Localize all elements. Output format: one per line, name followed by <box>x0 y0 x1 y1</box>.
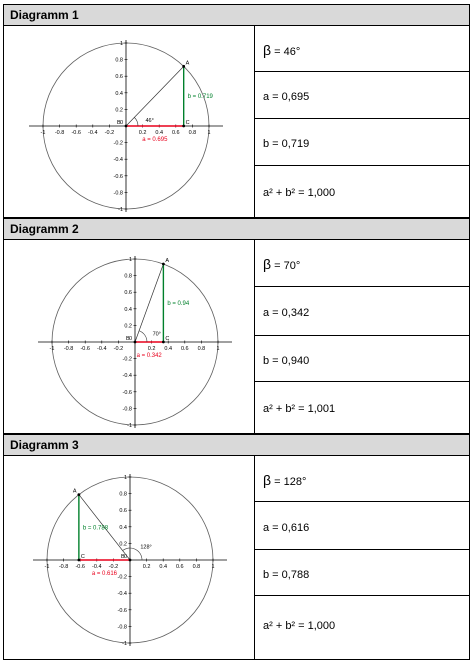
x-tick-label: 0.2 <box>138 130 147 136</box>
y-tick-label: 0.2 <box>124 323 132 330</box>
beta-value: = 46° <box>274 46 301 58</box>
point-B <box>129 559 132 562</box>
unit-circle-chart <box>4 240 254 434</box>
beta-row <box>255 240 469 287</box>
y-tick-label: -0.6 <box>117 607 127 614</box>
y-tick-label: 0.8 <box>119 491 127 498</box>
beta-symbol: β <box>263 256 272 272</box>
y-tick-label: -0.2 <box>113 140 123 147</box>
angle-arc <box>139 331 147 342</box>
point-C <box>162 341 165 344</box>
y-tick-label: 0.4 <box>124 306 132 313</box>
beta-value: = 70° <box>274 260 301 272</box>
unit-circle-plot-2 <box>4 240 255 433</box>
y-tick-label: 0.2 <box>115 107 123 114</box>
angle-label: 70° <box>152 331 161 338</box>
a-value: a = 0,616 <box>263 522 310 534</box>
beta-symbol: β <box>263 42 272 58</box>
y-tick-label: -0.8 <box>113 190 123 197</box>
point-label-B: B <box>121 554 125 560</box>
sum-value: a² + b² = 1,000 <box>263 620 336 632</box>
b-label: b = 0.719 <box>187 94 213 101</box>
angle-label: 46° <box>145 118 154 125</box>
a-label: a = 0.695 <box>142 137 168 143</box>
y-tick-label: 0.6 <box>124 290 132 297</box>
x-tick-label: -0.2 <box>104 130 115 136</box>
angle-label: 128° <box>140 544 152 551</box>
y-tick-label: 0.6 <box>119 508 127 515</box>
section-title: Diagramm 1 <box>10 8 79 22</box>
a-value: a = 0,342 <box>263 307 310 319</box>
a-label: a = 0.616 <box>91 571 118 577</box>
point-B <box>125 125 128 128</box>
x-tick-label: -1 <box>49 346 55 352</box>
sum-row <box>255 382 469 434</box>
x-tick-label: 0.4 <box>155 130 164 136</box>
x-tick-label: -1 <box>44 564 50 570</box>
unit-circle-chart <box>4 456 254 660</box>
point-A <box>77 493 80 496</box>
point-C <box>182 125 185 128</box>
origin-label: 0 <box>119 120 123 126</box>
sum-row <box>255 596 469 660</box>
b-label: b = 0.94 <box>167 300 190 307</box>
y-tick-label: -1 <box>127 423 132 429</box>
x-tick-label: -0.6 <box>71 130 81 136</box>
a-value: a = 0,695 <box>263 91 310 103</box>
b-value: b = 0,940 <box>263 355 310 367</box>
x-tick-label: -0.6 <box>80 346 90 352</box>
section-header-3 <box>3 434 470 456</box>
y-tick-label: -1 <box>118 207 123 213</box>
point-A <box>162 263 165 266</box>
point-label-A: A <box>72 488 77 495</box>
a-row <box>255 287 469 336</box>
section-title: Diagramm 3 <box>10 438 79 452</box>
y-tick-label: 0.6 <box>115 74 123 81</box>
origin-label: 0 <box>128 336 132 342</box>
y-tick-label: 0.4 <box>119 524 127 531</box>
x-tick-label: 0.6 <box>171 130 180 136</box>
x-tick-label: -0.4 <box>92 564 102 570</box>
y-tick-label: 0.8 <box>124 273 132 280</box>
y-tick-label: -0.4 <box>122 373 132 380</box>
y-tick-label: 1 <box>128 257 132 263</box>
x-tick-label: 1 <box>207 130 211 136</box>
sum-row <box>255 166 469 218</box>
section-header-1 <box>3 4 470 26</box>
point-C <box>77 559 80 562</box>
a-row <box>255 502 469 550</box>
section-title: Diagramm 2 <box>10 222 79 236</box>
x-tick-label: -1 <box>40 130 46 136</box>
hypotenuse-line <box>126 66 184 126</box>
x-tick-label: 0.6 <box>175 564 184 570</box>
values-column-1 <box>255 26 469 217</box>
section-body-2 <box>3 240 470 434</box>
angle-arc <box>134 117 138 126</box>
x-tick-label: -0.8 <box>58 564 69 570</box>
x-tick-label: 1 <box>211 564 215 570</box>
b-value: b = 0,788 <box>263 569 310 581</box>
x-tick-label: 0.8 <box>192 564 201 570</box>
b-row <box>255 119 469 166</box>
y-tick-label: -0.4 <box>117 591 127 598</box>
y-tick-label: 0.8 <box>115 57 123 64</box>
sum-value: a² + b² = 1,000 <box>263 187 336 199</box>
a-row <box>255 72 469 119</box>
y-tick-label: 0.4 <box>115 90 123 97</box>
y-tick-label: -0.8 <box>117 624 127 631</box>
y-tick-label: -0.6 <box>113 173 123 180</box>
point-label-C: C <box>185 120 190 126</box>
worksheet <box>3 4 470 660</box>
b-label: b = 0.788 <box>82 525 109 532</box>
values-column-2 <box>255 240 469 433</box>
x-tick-label: -0.4 <box>97 346 107 352</box>
section-body-3 <box>3 456 470 660</box>
beta-symbol: β <box>263 472 272 488</box>
x-tick-label: -0.2 <box>113 346 124 352</box>
point-label-B: B <box>117 120 121 126</box>
x-tick-label: 0.4 <box>164 346 173 352</box>
x-tick-label: -0.8 <box>63 346 74 352</box>
point-A <box>182 65 185 68</box>
x-tick-label: 0.6 <box>180 346 189 352</box>
point-label-A: A <box>165 257 170 264</box>
x-tick-label: 1 <box>216 346 220 352</box>
a-label: a = 0.342 <box>136 353 162 359</box>
b-row <box>255 336 469 382</box>
section-header-2 <box>3 218 470 240</box>
x-tick-label: 0.2 <box>142 564 151 570</box>
x-tick-label: -0.6 <box>75 564 85 570</box>
unit-circle-plot-3 <box>4 456 255 659</box>
point-label-C: C <box>165 336 170 342</box>
section-body-1 <box>3 26 470 218</box>
y-tick-label: 0.2 <box>119 541 127 548</box>
y-tick-label: -0.2 <box>122 356 132 363</box>
x-tick-label: -0.2 <box>108 564 119 570</box>
sum-value: a² + b² = 1,001 <box>263 403 336 415</box>
hypotenuse-line <box>135 264 163 342</box>
point-label-C: C <box>80 554 85 560</box>
y-tick-label: -0.2 <box>117 574 127 581</box>
origin-label: 0 <box>123 554 127 560</box>
y-tick-label: -0.6 <box>122 389 132 396</box>
y-tick-label: -0.8 <box>122 406 132 413</box>
b-value: b = 0,719 <box>263 138 310 150</box>
beta-row <box>255 26 469 72</box>
point-label-A: A <box>185 60 190 67</box>
b-row <box>255 550 469 596</box>
unit-circle-plot-1 <box>4 26 255 217</box>
y-tick-label: 1 <box>119 41 123 47</box>
x-tick-label: -0.4 <box>88 130 98 136</box>
y-tick-label: -0.4 <box>113 157 123 164</box>
x-tick-label: 0.4 <box>159 564 168 570</box>
x-tick-label: 0.8 <box>197 346 206 352</box>
values-column-3 <box>255 456 469 659</box>
y-tick-label: -1 <box>122 641 127 647</box>
x-tick-label: 0.2 <box>147 346 156 352</box>
unit-circle-chart <box>4 26 254 218</box>
beta-value: = 128° <box>274 476 307 488</box>
x-tick-label: -0.8 <box>54 130 65 136</box>
y-tick-label: 1 <box>123 475 127 481</box>
point-B <box>134 341 137 344</box>
x-tick-label: 0.8 <box>188 130 197 136</box>
point-label-B: B <box>126 336 130 342</box>
beta-row <box>255 456 469 502</box>
